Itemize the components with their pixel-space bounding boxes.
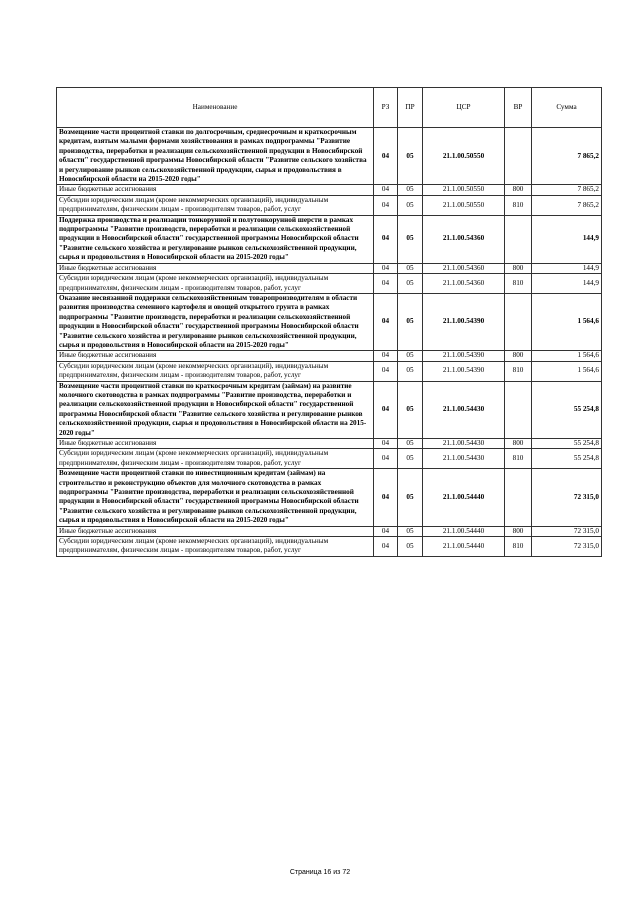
cell-rz: 04 [374,537,398,557]
cell-vr: 800 [505,263,532,273]
cell-pr: 05 [398,195,423,215]
cell-name: Иные бюджетные ассигнования [57,526,374,536]
cell-vr: 810 [505,537,532,557]
cell-sum: 1 564,6 [532,351,602,361]
cell-rz: 04 [374,449,398,469]
cell-sum: 72 315,0 [532,526,602,536]
table-row [57,526,602,536]
cell-name: Поддержка производства и реализации тонкорунной и полутонкорунной шерсти в рамках подпрограммы "Развитие производств, переработки и реализации сельскохозяйственной продукции в Новосибирской области" государственной программы Новосибирской области "Развитие сельского хозяйства и регулирование рынков сельскохозяйственной продукции, сырья и продовольствия в Новосибирской области на 2015-2020 годы" [57,215,374,263]
cell-sum: 1 564,6 [532,361,602,381]
cell-rz: 04 [374,215,398,263]
cell-vr: 810 [505,195,532,215]
cell-rz: 04 [374,381,398,438]
cell-pr: 05 [398,381,423,438]
cell-name: Возмещение части процентной ставки по краткосрочным кредитам (займам) на развитие молочного скотоводства в рамках подпрограммы "Развитие производства, переработки и реализации сельскохозяйственной продукции в Новосибирской области" государственной программы Новосибирской области "Развитие сельского хозяйства и регулирование рынков сельскохозяйственной продукции, сырья и продовольствия в Новосибирской области на 2015-2020 годы" [57,381,374,438]
header-pr: ПР [398,88,423,128]
table-row [57,537,602,557]
cell-vr: 800 [505,526,532,536]
header-sum: Сумма [532,88,602,128]
page-number: Страница 16 из 72 [289,869,351,876]
cell-vr: 800 [505,351,532,361]
cell-rz: 04 [374,439,398,449]
cell-pr: 05 [398,185,423,195]
cell-pr: 05 [398,293,423,350]
cell-name: Субсидии юридическим лицам (кроме некоммерческих организаций), индивидуальным предпринимателям, физическим лицам - производителям товаров, работ, услуг [57,361,374,381]
cell-csr: 21.1.00.54430 [423,439,505,449]
table-row [57,128,602,185]
cell-pr: 05 [398,215,423,263]
cell-name: Иные бюджетные ассигнования [57,351,374,361]
cell-csr: 21.1.00.50550 [423,195,505,215]
cell-vr [505,128,532,185]
cell-pr: 05 [398,439,423,449]
table-row [57,274,602,294]
cell-sum: 144,9 [532,274,602,294]
table-row [57,195,602,215]
cell-rz: 04 [374,293,398,350]
table-row [57,381,602,438]
cell-vr [505,293,532,350]
table-row [57,361,602,381]
cell-csr: 21.1.00.54440 [423,469,505,526]
cell-rz: 04 [374,526,398,536]
cell-sum: 72 315,0 [532,537,602,557]
table-row [57,351,602,361]
table-row [57,263,602,273]
cell-name: Субсидии юридическим лицам (кроме некоммерческих организаций), индивидуальным предпринимателям, физическим лицам - производителям товаров, работ, услуг [57,274,374,294]
cell-rz: 04 [374,263,398,273]
cell-vr: 800 [505,439,532,449]
cell-pr: 05 [398,537,423,557]
table-header-row [57,88,602,128]
table-row [57,185,602,195]
cell-pr: 05 [398,274,423,294]
cell-csr: 21.1.00.54390 [423,293,505,350]
cell-pr: 05 [398,361,423,381]
cell-name: Иные бюджетные ассигнования [57,263,374,273]
cell-csr: 21.1.00.54430 [423,381,505,438]
cell-csr: 21.1.00.54360 [423,215,505,263]
cell-csr: 21.1.00.54390 [423,351,505,361]
cell-pr: 05 [398,351,423,361]
cell-rz: 04 [374,195,398,215]
cell-name: Субсидии юридическим лицам (кроме некоммерческих организаций), индивидуальным предпринимателям, физическим лицам - производителям товаров, работ, услуг [57,449,374,469]
cell-name: Оказание несвязанной поддержки сельскохозяйственным товаропроизводителям в области развития производства семенного картофеля и овощей открытого грунта в рамках подпрограммы "Развитие производств, переработки и реализации сельскохозяйственной продукции в Новосибирской области" государственной программы Новосибирской области "Развитие сельского хозяйства и регулирование рынков сельскохозяйственной продукции, сырья и продовольствия в Новосибирской области на 2015-2020 годы" [57,293,374,350]
cell-csr: 21.1.00.54360 [423,263,505,273]
cell-sum: 7 865,2 [532,185,602,195]
cell-vr [505,215,532,263]
cell-name: Субсидии юридическим лицам (кроме некоммерческих организаций), индивидуальным предпринимателям, физическим лицам - производителям товаров, работ, услуг [57,195,374,215]
table-row [57,439,602,449]
table-row [57,293,602,350]
cell-csr: 21.1.00.54390 [423,361,505,381]
cell-csr: 21.1.00.50550 [423,128,505,185]
cell-vr: 800 [505,185,532,195]
header-vr: ВР [505,88,532,128]
cell-vr: 810 [505,449,532,469]
cell-name: Иные бюджетные ассигнования [57,185,374,195]
cell-vr: 810 [505,274,532,294]
cell-pr: 05 [398,449,423,469]
table-body [57,128,602,557]
cell-name: Возмещение части процентной ставки по долгосрочным, среднесрочным и краткосрочным кредитам, взятым малыми формами хозяйствования в рамках подпрограммы "Развитие производства, переработки и реализации сельскохозяйственной продукции в Новосибирской области" государственной программы Новосибирской области "Развитие сельского хозяйства и регулирование рынков сельскохозяйственной продукции, сырья и продовольствия в Новосибирской области на 2015-2020 годы" [57,128,374,185]
cell-csr: 21.1.00.54360 [423,274,505,294]
cell-rz: 04 [374,274,398,294]
cell-sum: 1 564,6 [532,293,602,350]
table-row [57,469,602,526]
cell-rz: 04 [374,361,398,381]
cell-pr: 05 [398,526,423,536]
header-rz: РЗ [374,88,398,128]
cell-csr: 21.1.00.54430 [423,449,505,469]
cell-vr [505,381,532,438]
cell-sum: 55 254,8 [532,449,602,469]
cell-sum: 7 865,2 [532,195,602,215]
cell-vr [505,469,532,526]
cell-csr: 21.1.00.54440 [423,526,505,536]
cell-sum: 144,9 [532,263,602,273]
cell-name: Возмещение части процентной ставки по инвестиционным кредитам (займам) на строительство и реконструкцию объектов для молочного скотоводства в рамках подпрограммы "Развитие производства, переработки и реализации сельскохозяйственной продукции в Новосибирской области" государственной программы Новосибирской области "Развитие сельского хозяйства и регулирование рынков сельскохозяйственной продукции, сырья и продовольствия в Новосибирской области на 2015-2020 годы" [57,469,374,526]
cell-name: Иные бюджетные ассигнования [57,439,374,449]
table-row [57,449,602,469]
cell-name: Субсидии юридическим лицам (кроме некоммерческих организаций), индивидуальным предпринимателям, физическим лицам - производителям товаров, работ, услуг [57,537,374,557]
header-name: Наименование [57,88,374,128]
header-csr: ЦСР [423,88,505,128]
cell-sum: 72 315,0 [532,469,602,526]
budget-table [56,87,602,557]
cell-pr: 05 [398,469,423,526]
cell-sum: 144,9 [532,215,602,263]
cell-rz: 04 [374,351,398,361]
cell-vr: 810 [505,361,532,381]
cell-pr: 05 [398,263,423,273]
cell-rz: 04 [374,469,398,526]
cell-rz: 04 [374,185,398,195]
cell-csr: 21.1.00.54440 [423,537,505,557]
cell-rz: 04 [374,128,398,185]
cell-pr: 05 [398,128,423,185]
cell-csr: 21.1.00.50550 [423,185,505,195]
cell-sum: 55 254,8 [532,381,602,438]
table-row [57,215,602,263]
cell-sum: 55 254,8 [532,439,602,449]
cell-sum: 7 865,2 [532,128,602,185]
